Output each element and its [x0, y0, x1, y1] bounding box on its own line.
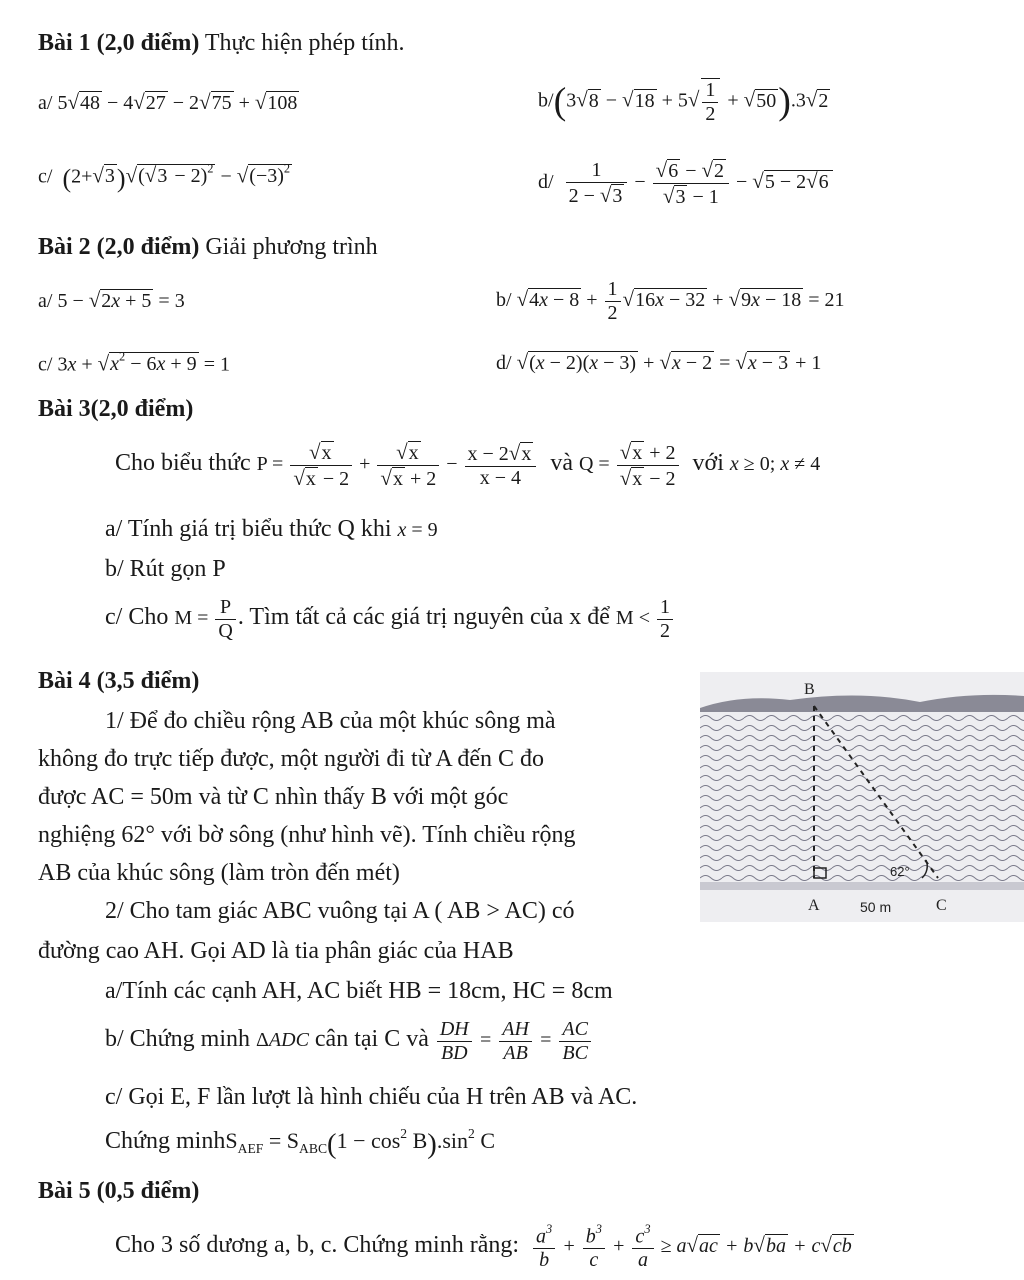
problem-4-p2-line3: a/Tính các cạnh AH, AC biết HB = 18cm, HC = 8cm [105, 978, 613, 1004]
problem-2a: a/ 5 − √2x + 5 = 3 [38, 288, 185, 312]
problem-3-with: với [692, 450, 724, 477]
problem-5-desc: Cho 3 số dương a, b, c. Chứng minh rằng: [115, 1231, 520, 1258]
bottom-bank [700, 882, 1024, 890]
problem-3c: c/ Cho M = $\frac{P}{Q}$ . Tìm tất cả các giá trị nguyên của x để M < $\frac{1}{2}$ [105, 596, 675, 643]
problem-1-heading [38, 30, 405, 58]
problem-2c: c/ $3x + √x^2 - 6x + 9 = 1$ [38, 350, 230, 376]
problem-2-heading [38, 234, 378, 262]
problem-2d: d/ √(x − 2)(x − 3) + √x − 2 = √x − 3 + 1 [496, 350, 822, 374]
problem-3-title: Bài 3(2,0 điểm) [38, 396, 194, 422]
problem-4-p2-line6-text: Chứng minh [105, 1128, 226, 1155]
problem-3b [105, 556, 226, 584]
problem-1-title: Bài 1 (2,0 điểm) [38, 30, 200, 56]
problem-4-heading [38, 668, 199, 696]
problem-3-and: và [550, 450, 573, 477]
label-2d: d/ [496, 352, 512, 374]
problem-4-p2-line5: c/ Gọi E, F lần lượt là hình chiếu của H trên AB và AC. [105, 1084, 638, 1110]
label-2a: a/ [38, 290, 53, 312]
problem-1a: a/ 5√48 − 4√27 − 2√75 + √108 [38, 90, 298, 114]
problem-3a-text: a/ Tính giá trị biểu thức Q khi [105, 516, 392, 542]
problem-1c: c/ $(2+√3)√(√3 - 2)^2 - √(-3)^2$ [38, 162, 291, 193]
label-c: C [936, 897, 947, 914]
problem-3a: a/ Tính giá trị biểu thức Q khi x = 9 [105, 516, 438, 542]
problem-1-desc: Thực hiện phép tính. [199, 30, 405, 56]
problem-4-p2-line4-text1: b/ Chứng minh [105, 1026, 251, 1053]
problem-4-p1-line4: nghiệng 62° với bờ sông (như hình vẽ). Tính chiều rộng [38, 822, 576, 848]
label-1a: a/ [38, 92, 53, 114]
label-1d: d/ [538, 171, 554, 194]
problem-1d: d/ $\frac{1}{2 - √3}$ − $\frac{√6 - √2}{√3 - 1}$ − √5 − 2√6 [538, 158, 833, 209]
problem-3-heading [38, 396, 193, 424]
problem-4-title: Bài 4 (3,5 điểm) [38, 668, 200, 694]
label-1b: b/ [538, 89, 554, 112]
problem-5-heading [38, 1178, 199, 1206]
problem-4-p2-line2: đường cao AH. Gọi AD là tia phân giác của HAB [38, 938, 514, 964]
problem-2-desc: Giải phương trình [199, 234, 378, 260]
label-b: B [804, 681, 815, 698]
label-a: A [808, 897, 820, 914]
problem-5-title: Bài 5 (0,5 điểm) [38, 1178, 200, 1204]
problem-4-p1-line5: AB của khúc sông (làm tròn đến mét) [38, 860, 400, 886]
problem-3-expression: Cho biểu thức P = $\frac{√x}{√x - 2}$ + $\frac{√x}{√x + 2}$ − $\frac{x - 2√x}{x - 4}$ và Q = $\frac{√x + 2}{√x - 2}$ với x ≥ 0; x ≠ 4 [115, 440, 821, 490]
problem-3b-text: b/ Rút gọn P [105, 556, 226, 582]
problem-3c-text2: . Tìm tất cả các giá trị nguyên của x để [237, 604, 610, 631]
water [700, 712, 1024, 884]
problem-1b: b/(3√8 − √18 + 5√ $\frac{1}{2}$ + √50).3√2 [538, 79, 829, 125]
label-angle: 62° [890, 864, 910, 879]
problem-4-p2-line6: Chứng minhS$_{AEF}$ = $S_{ABC}(1 - \cos^2 B).\sin^2$ C [105, 1126, 496, 1161]
problem-4-p1-line3: được AC = 50m và từ C nhìn thấy B với một góc [38, 784, 509, 810]
label-2c: c/ [38, 353, 53, 376]
problem-3c-text1: c/ Cho [105, 604, 169, 631]
label-distance: 50 m [860, 899, 892, 915]
problem-4-p1-line1: 1/ Để đo chiều rộng AB của một khúc sông mà [105, 708, 556, 734]
problem-4-p2-line4: b/ Chứng minh ΔADC cân tại C và $\frac{DH}{BD}$ = $\frac{AH}{AB}$ = $\frac{AC}{BC}$ [105, 1018, 593, 1065]
problem-5-statement: Cho 3 số dương a, b, c. Chứng minh rằng: $\frac{a^3}{b}$ + $\frac{b^3}{c}$ + $\frac{c^3}{a}$ ≥ a√ac + b√ba + c√cb [115, 1222, 852, 1272]
problem-2b: b/ √4x − 8 + $\frac{1}{2}$ √16x − 32 + √9x − 18 = 21 [496, 278, 845, 324]
river-diagram [700, 672, 1024, 922]
problem-3-intro: Cho biểu thức [115, 450, 251, 477]
label-1c: c/ [38, 165, 53, 188]
problem-4-p1-line2: không đo trực tiếp được, một người đi từ A đến C đo [38, 746, 545, 772]
problem-4-p2-line4-text2: cân tại C và [314, 1026, 429, 1053]
label-2b: b/ [496, 289, 512, 312]
problem-4-p2-line1: 2/ Cho tam giác ABC vuông tại A ( AB > AC) có [105, 898, 575, 924]
river-figure [700, 672, 1024, 922]
problem-2-title: Bài 2 (2,0 điểm) [38, 234, 200, 260]
